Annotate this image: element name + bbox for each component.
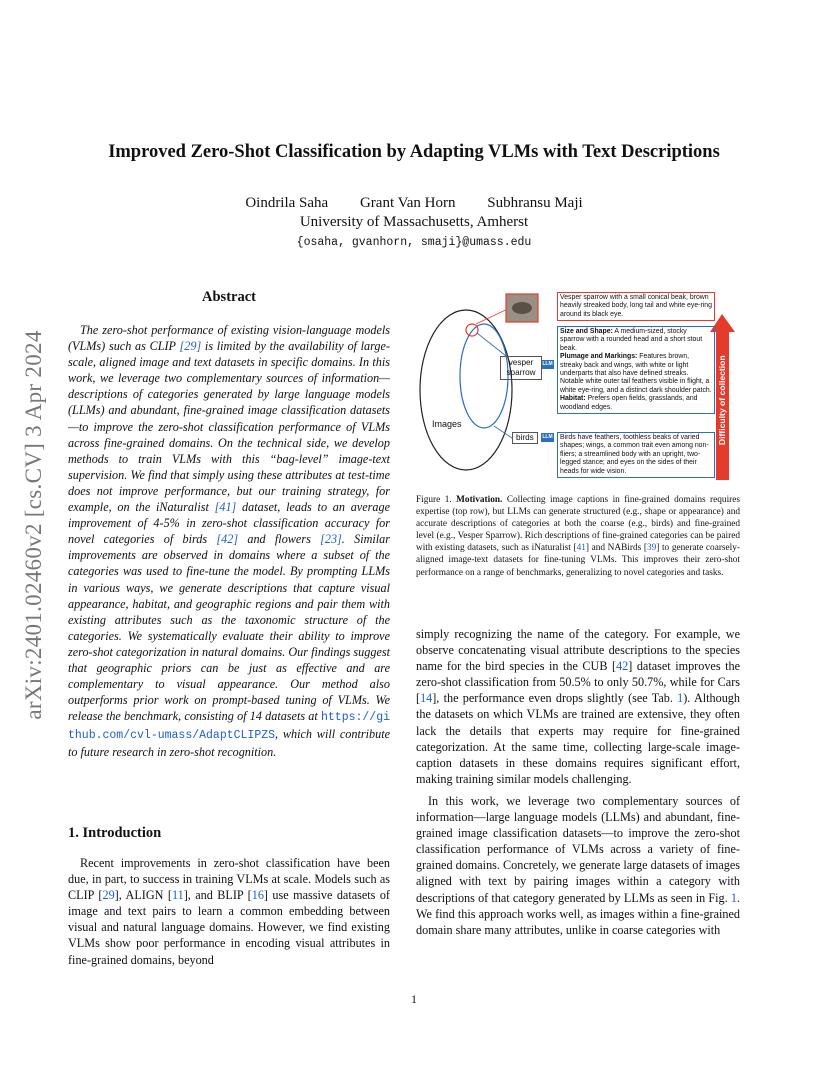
intro-body: Recent improvements in zero-shot classification have been due, in part, to success in training VLMs at scale. Models such as CLIP [29], ALIGN [11], and BLIP [16] use massive datasets of image and text pairs to learn a common embedding between visual and natural language domains. However, we find existing VLMs show poor performance in encoding visual attributes in fine-grained domains, beyond <box>68 856 390 967</box>
llm-tag: LLM <box>542 361 553 367</box>
citation[interactable]: [42] <box>216 532 239 547</box>
difficulty-label: Difficulty of collection <box>716 355 727 446</box>
images-label: Images <box>432 419 462 429</box>
abstract-heading: Abstract <box>202 289 256 305</box>
github-link[interactable]: https://github.com/cvl-umass/AdaptCLIPZS <box>68 711 390 743</box>
citation[interactable]: 11 <box>171 888 184 903</box>
citation[interactable]: [29] <box>179 339 202 354</box>
citation[interactable]: 14 <box>420 691 433 706</box>
paper-title: Improved Zero-Shot Classification by Adapting VLMs with Text Descriptions <box>108 142 720 162</box>
connector-line <box>477 333 506 356</box>
author-3: Subhransu Maji <box>487 195 583 211</box>
figure-ref[interactable]: 1 <box>730 890 737 905</box>
citation[interactable]: 16 <box>251 888 264 903</box>
expert-caption-box: Vesper sparrow with a small conical beak, brown heavily streaked body, long tail and white eye-ring around its black eye. <box>557 292 715 321</box>
citation[interactable]: 39 <box>646 543 657 554</box>
paragraph: simply recognizing the name of the category. For example, we observe concatenating visual attribute descriptions to the species name for the bird species in the CUB [42] dataset improves the zero-shot classification from 50.5% to only 50.7%, while for Cars [14], the performance even drops slightly (see Tab. 1). Although the datasets on which VLMs are trained are extensive, they often lack the details that experts may require for fine-grained categorization. At the same time, collecting large-scale image-caption datasets in these domains requires significant effort, making training similar models challenging. <box>416 627 740 786</box>
intro-heading: 1. Introduction <box>68 825 162 841</box>
email: {osaha, gvanhorn, smaji}@umass.edu <box>296 236 532 249</box>
citation[interactable]: [41] <box>214 500 237 515</box>
arxiv-stamp: arXiv:2401.02460v2 [cs.CV] 3 Apr 2024 <box>21 330 46 720</box>
birds-description-box: Birds have feathers, toothless beaks of varied shapes; wings, a common trait even among non-fliers; a streamlined body with an upright, two-legged stance; and eyes on the sides of their heads for wide vision. <box>557 432 715 478</box>
author-1: Oindrila Saha <box>245 195 329 211</box>
citation[interactable]: 41 <box>576 543 586 554</box>
citation[interactable]: 42 <box>616 659 629 674</box>
table-ref[interactable]: 1 <box>677 691 684 706</box>
figure-caption: Figure 1. Motivation. Collecting image captions in fine-grained domains requires expertise (top row), but LLMs can generate structured (e.g., shape or appearance) and accurate descriptions of categories at both the coarse (e.g., birds) and fine-grained level (e.g., Vesper Sparrow). Rich descriptions of fine-grained categories can be paired with existing datasets, such as iNaturalist [41] and NABirds [39] to generate coarsely-aligned image-text datasets for fine-tuning VLMs. This improves their zero-shot performance on a range of benchmarks, generalizing to novel categories and tasks. <box>416 495 740 578</box>
llm-tag: LLM <box>542 434 553 440</box>
citation[interactable]: 29 <box>102 888 115 903</box>
right-column-text <box>416 626 740 944</box>
species-description-box: Size and Shape: A medium-sized, stocky sparrow with a rounded head and a short stout beak. Plumage and Markings: Features brown, streaky back and wings, with white or light underparts that also have defined streaks. Notable white outer tail feathers visible in flight, a white eye-ring, and a distinct dark shoulder patch. Habitat: Prefers open fields, grasslands, and woodland edges. <box>557 326 715 414</box>
bird-photo-body <box>512 302 532 314</box>
page-number: 1 <box>411 992 417 1006</box>
author-2: Grant Van Horn <box>359 195 456 211</box>
abstract-body: The zero-shot performance of existing vision-language models (VLMs) such as CLIP [29] is limited by the availability of large-scale, aligned image and text datasets in specific domains. In this work, we leverage two complementary sources of information—descriptions of categories generated by large language models (LLMs) and abundant, fine-grained image classification datasets—to improve the zero-shot classification performance of VLMs across fine-grained domains. On the technical side, we develop methods to train VLMs with this “bag-level” image-text supervision. We find that simply using these attributes at test-time does not improve performance, but our training strategy, for example, on the iNaturalist [41] dataset, leads to an average improvement of 4-5% in zero-shot classification accuracy for novel categories of birds [42] and flowers [23]. Similar improvements are observed in domains where a subset of the categories was used to fine-tune the model. By prompting LLMs in various ways, we generate descriptions that capture visual appearance, habitat, and geographic regions and pair them with existing attributes such as the taxonomic structure of the categories. We systematically evaluate their ability to improve zero-shot categorization in natural domains. Our findings suggest that geographic priors can be just as effective and are complementary to visual appearance. Our method also outperforms prior work on prompt-based tuning of VLMs. We release the benchmark, consisting of 14 datasets at https://github.com/cvl-umass/AdaptCLIPZS, which will contribute to future research in zero-shot recognition. <box>68 323 391 760</box>
author-list <box>0 195 828 212</box>
vesper-label: vesper sparrow <box>500 356 542 380</box>
paragraph: In this work, we leverage two complementary sources of information—large language models (LLMs) and abundant, fine-grained image classification datasets—to improve the zero-shot classification performance of VLMs across a variety of fine-grained domains. Concretely, we generate large datasets of images aligned with text by pairing images within a category with descriptions of that category generated by LLMs as seen in Fig. 1. We find this approach works well, as images within a fine-grained domain share many attributes, unlike in coarse categories with <box>416 793 740 937</box>
figure-1 <box>416 286 740 482</box>
affiliation: University of Massachusetts, Amherst <box>299 214 529 230</box>
citation[interactable]: [23] <box>320 532 342 547</box>
birds-label: birds <box>512 432 538 444</box>
